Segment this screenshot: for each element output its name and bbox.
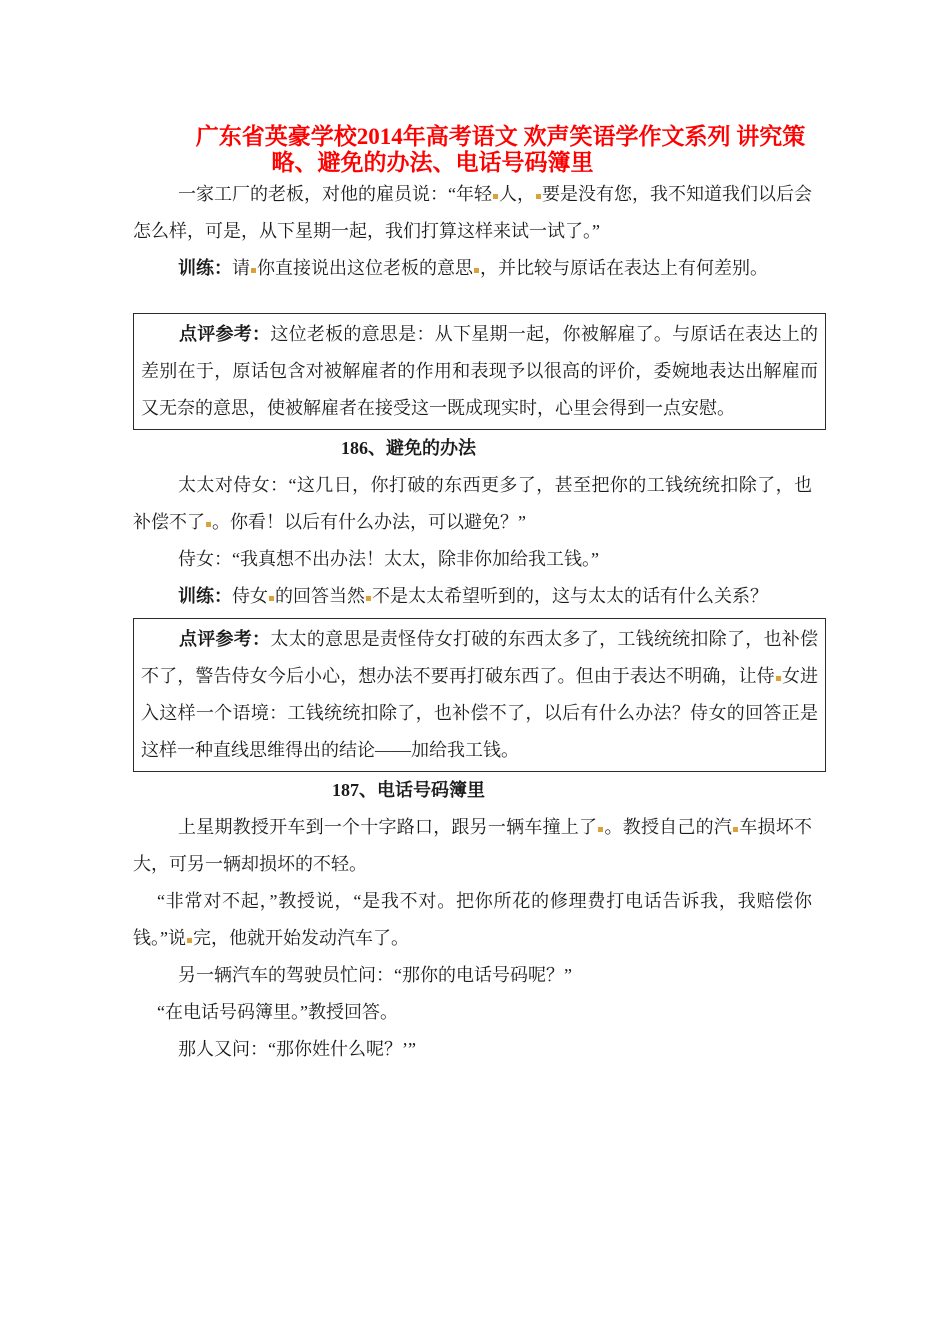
training-label: 训练： (178, 586, 232, 606)
training-text: 侍女 的回答当然 不是太太希望听到的，这与太太的话有什么关系？ (232, 586, 768, 606)
training-text: 请 你直接说出这位老板的意思 ，并比较与原话在表达上有何差别。 (232, 258, 768, 278)
story2-review-paragraph (141, 621, 818, 769)
story1-training (133, 250, 812, 287)
proof-mark-icon (366, 596, 371, 601)
proof-mark-icon (733, 827, 738, 832)
section-heading-187: 187、电话号码簿里 (332, 780, 485, 800)
review-text: 太太的意思是责怪侍女打破的东西太多了，工钱统统扣除了，也补偿不了，警告侍女今后小心，想办法不要再打破东西了。但由于表达不明确，让侍 女进入这样一个语境：工钱统统扣除了，也补偿不了，以后有什么办法？侍女的回答正是这样一种直线思维得出的结论——加给我工钱。 (141, 629, 819, 760)
training-label: 训练： (178, 258, 232, 278)
title-line-2: 略、避免的办法、电话号码簿里 (271, 150, 594, 175)
proof-mark-icon (206, 522, 211, 527)
story3-paragraph-4: “在电话号码簿里。”教授回答。 (157, 1002, 398, 1022)
proof-mark-icon (598, 827, 603, 832)
story2-training (133, 578, 812, 615)
review-text: 这位老板的意思是：从下星期一起，你被解雇了。与原话在表达上的差别在于，原话包含对被解雇者的作用和表现予以很高的评价，委婉地表达出解雇而又无奈的意思，使被解雇者在接受这一既成现实时，心里会得到一点安慰。 (141, 324, 819, 418)
story3-paragraph-3: 另一辆汽车的驾驶员忙问：“那你的电话号码呢？” (178, 965, 572, 985)
story3-paragraph-5: 那人又问：“那你姓什么呢？’” (178, 1039, 416, 1059)
proof-mark-icon (536, 194, 541, 199)
story1-paragraph: 一家工厂的老板，对他的雇员说：“年轻 人， 要是没有您，我不知道我们以后会怎么样，可是，从下星期一起，我们打算这样来试一试了。” (133, 184, 812, 241)
story1-review-box (133, 313, 826, 430)
review-label: 点评参考： (179, 324, 271, 344)
proof-mark-icon (269, 596, 274, 601)
document-page (133, 0, 819, 1068)
story3-paragraph-1: 上星期教授开车到一个十字路口，跟另一辆车撞上了 。教授自己的汽 车损坏不大，可另一辆却损坏的不轻。 (133, 817, 813, 874)
title-line-1: 广东省英豪学校2014年高考语文 欢声笑语学作文系列 讲究策 (195, 124, 806, 149)
proof-mark-icon (251, 268, 256, 273)
story2-paragraph-2: 侍女：“我真想不出办法！太太，除非你加给我工钱。” (178, 549, 599, 569)
document-title (133, 124, 812, 176)
story1-review-paragraph (141, 316, 818, 427)
proof-mark-icon (474, 268, 479, 273)
story3-paragraph-2: “非常对不起，”教授说，“是我不对。把你所花的修理费打电话告诉我，我赔偿你钱。”说 完，他就开始发动汽车了。 (133, 891, 812, 948)
proof-mark-icon (187, 938, 192, 943)
section-heading-186: 186、避免的办法 (341, 438, 476, 458)
review-label: 点评参考： (179, 629, 271, 649)
story2-review-box (133, 618, 826, 772)
proof-mark-icon (776, 676, 781, 681)
story2-paragraph-1: 太太对侍女：“这几日，你打破的东西更多了，甚至把你的工钱统统扣除了，也补偿不了 。你看！以后有什么办法，可以避免？” (133, 475, 812, 532)
proof-mark-icon (493, 194, 498, 199)
